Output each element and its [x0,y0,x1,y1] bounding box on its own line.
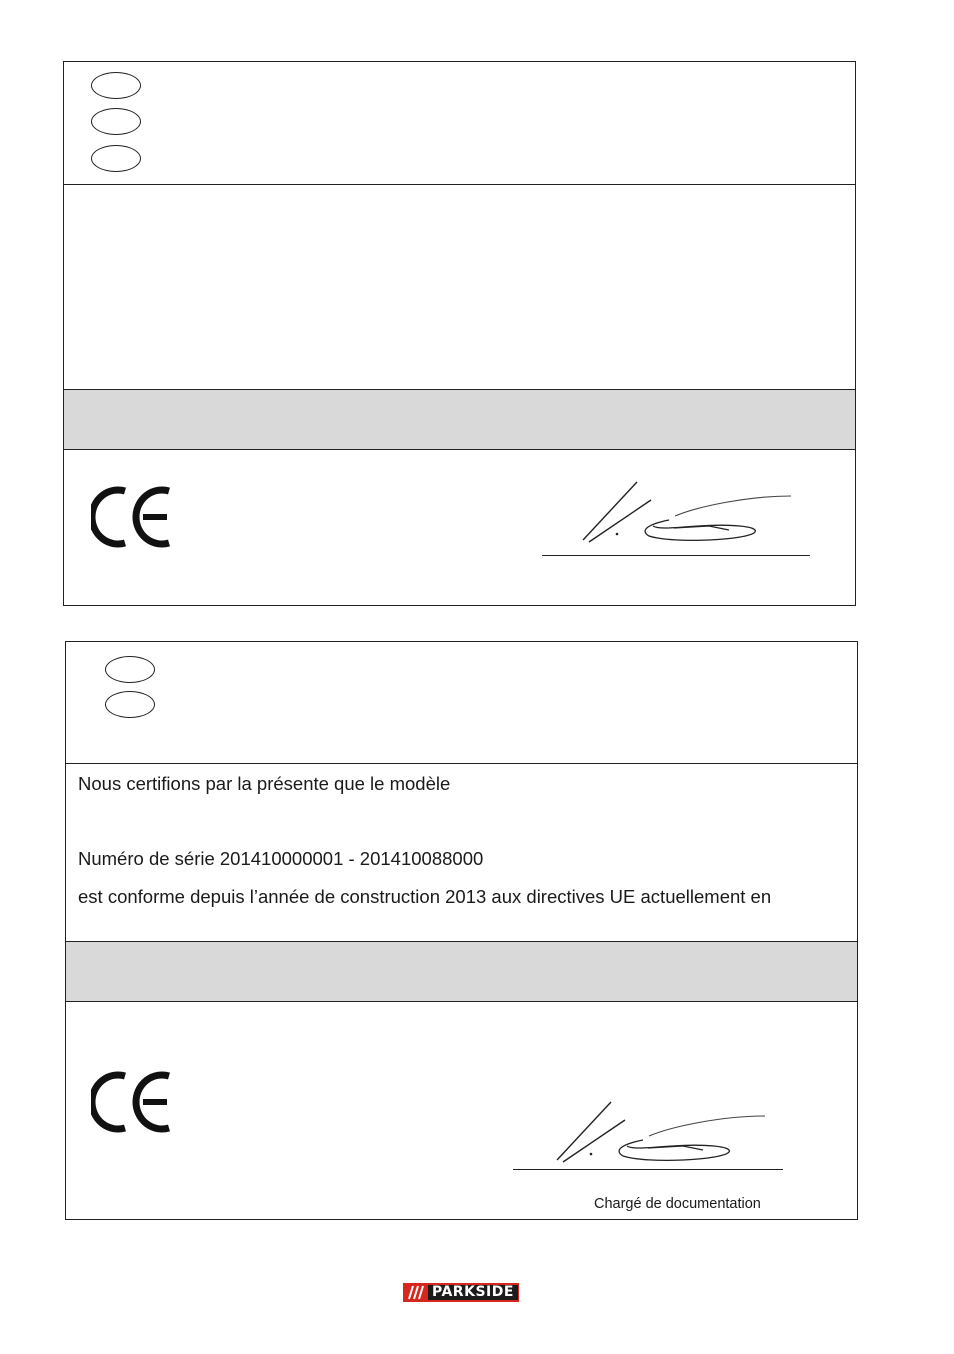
parkside-logo [403,1283,519,1302]
ce-mark-icon [91,1069,173,1135]
country-oval-icon [91,72,141,99]
signer-role-text: Chargé de documentation [594,1196,761,1212]
country-oval-icon [105,656,155,683]
country-oval-icon [105,691,155,718]
section-divider [64,184,855,185]
model-intro-text: Nous certifions par la présente que le modèle [78,773,451,794]
gray-band [64,389,855,450]
conformity-text: est conforme depuis l’année de construction 2013 aux directives UE actuellement en [78,886,772,907]
ce-mark-icon [91,484,173,550]
country-oval-icon [91,145,141,172]
serial-number-text: Numéro de série 201410000001 - 201410088000 [78,848,484,869]
handwritten-signature [553,1098,773,1168]
logo-stripes-icon [403,1283,427,1302]
section-divider [66,763,857,764]
brand-name: PARKSIDE [428,1285,518,1300]
signature-line [513,1169,783,1170]
handwritten-signature [579,478,799,548]
gray-band [66,941,857,1002]
country-oval-icon [91,108,141,135]
declaration-box-2 [65,641,858,1220]
signature-line [542,555,810,556]
declaration-box-1 [63,61,856,606]
